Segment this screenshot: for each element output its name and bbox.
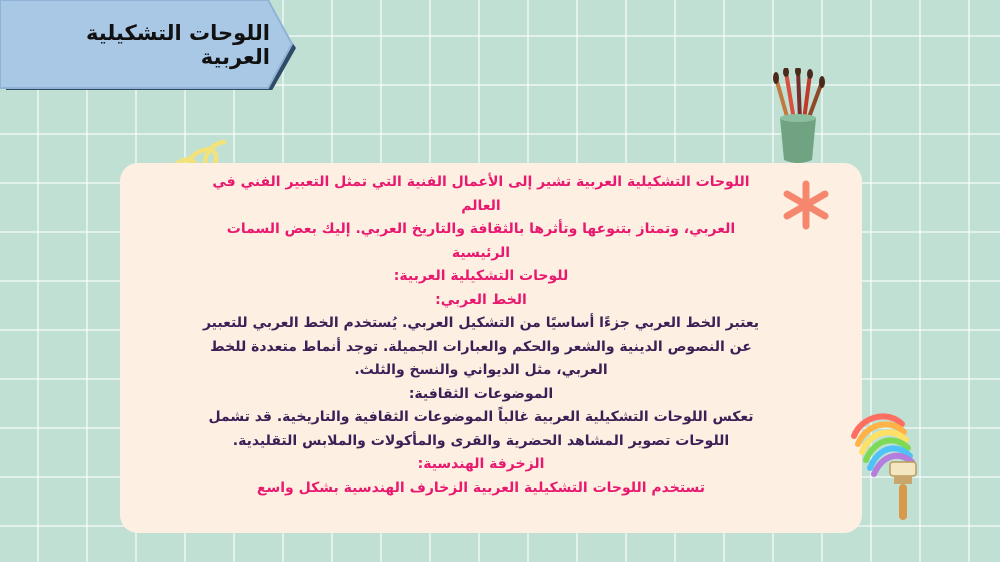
paint-brushes-cup-icon xyxy=(762,68,834,166)
rainbow-paintbrush-icon xyxy=(840,402,940,526)
body-line: للوحات التشكيلية العربية: xyxy=(393,268,569,284)
body-line: تعكس اللوحات التشكيلية العربية غالباً الموضوعات الثقافية والتاريخية. قد تشمل xyxy=(208,409,754,425)
body-line: العربي، مثل الديواني والنسخ والثلث. xyxy=(354,362,608,378)
section-heading: الزخرفة الهندسية: xyxy=(417,456,545,472)
title-banner xyxy=(0,0,300,90)
asterisk-icon xyxy=(779,180,833,230)
body-line: تستخدم اللوحات التشكيلية العربية الزخارف الهندسية بشكل واسع xyxy=(256,479,706,496)
section-heading: الخط العربي: xyxy=(435,291,527,308)
body-line: عن النصوص الدينية والشعر والحكم والعبارات الجميلة. توجد أنماط متعددة للخط xyxy=(210,338,752,355)
body-line: اللوحات تصوير المشاهد الحضرية والقرى والمأكولات والملابس التقليدية. xyxy=(232,432,730,449)
page-title: اللوحات التشكيلية العربية xyxy=(86,21,270,69)
body-line: العربي، وتمتاز بتنوعها وتأثرها بالثقافة والتاريخ العربي. إليك بعض السمات الرئيسية xyxy=(226,221,736,261)
body-line: اللوحات التشكيلية العربية تشير إلى الأعمال الفنية التي تمثل التعبير الفني في العالم xyxy=(212,174,750,214)
section-heading: الموضوعات الثقافية: xyxy=(408,385,554,402)
body-line: يعتبر الخط العربي جزءًا أساسيًا من التشكيل العربي. يُستخدم الخط العربي للتعبير xyxy=(202,315,760,331)
body-text xyxy=(200,171,762,500)
